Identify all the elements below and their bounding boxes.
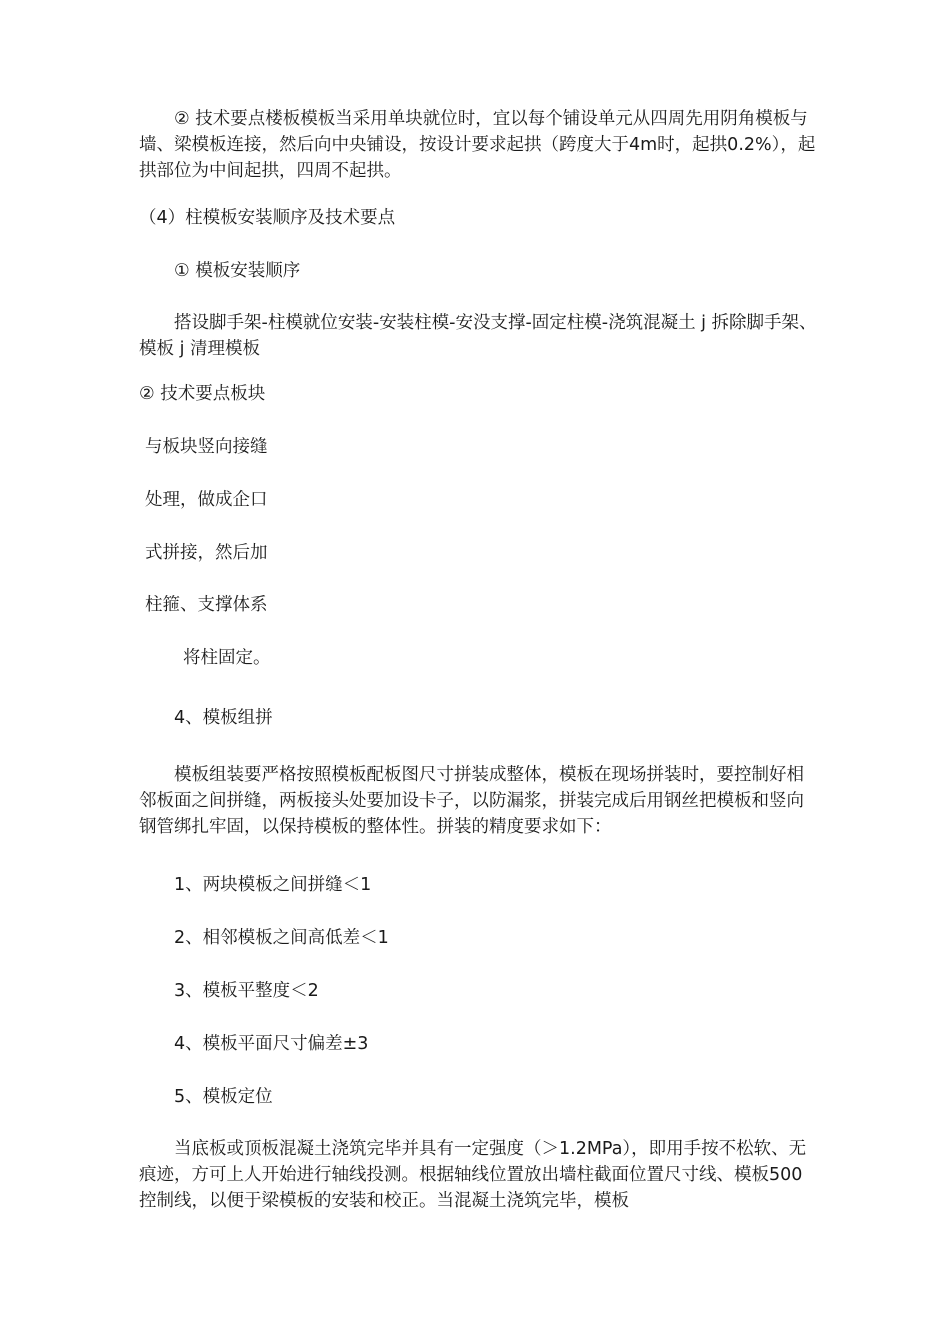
text-line-splice: 式拼接，然后加 [145,543,268,563]
text-line-fix-column: 将柱固定。 [183,648,271,668]
heading-column-formwork: （4）柱模板安装顺序及技术要点 [139,208,396,228]
subheading-column-key-points: ② 技术要点板块 [139,384,266,404]
list-item-height-difference: 2、相邻模板之间高低差＜1 [174,928,389,948]
paragraph-positioning-details: 当底板或顶板混凝土浇筑完毕并具有一定强度（＞1.2MPa），即用手按不松软、无痕迹，方可上人开始进行轴线投测。根据轴线位置放出墙柱截面位置尺寸线、模板500控制线，以便于梁模板的安装和校正。当混凝土浇筑完毕，模板 [139,1139,807,1211]
text-line-joint: 与板块竖向接缝 [145,437,268,457]
text-line-column-hoop: 柱箍、支撑体系 [145,595,268,615]
subheading-install-sequence: ① 模板安装顺序 [174,261,301,281]
list-item-flatness: 3、模板平整度＜2 [174,981,319,1001]
paragraph-floor-formwork-key-points: ② 技术要点楼板模板当采用单块就位时，宜以每个铺设单元从四周先用阴角模板与墙、梁模板连接，然后向中央铺设，按设计要求起拱（跨度大于4m时，起拱0.2%），起拱部位为中间起拱，四周不起拱。 [139,109,816,181]
paragraph-install-steps: 搭设脚手架-柱模就位安装-安装柱模-安没支撑-固定柱模-浇筑混凝土 j 拆除脚手架、模板 j 清理模板 [139,313,817,359]
paragraph-assembly-requirements: 模板组装要严格按照模板配板图尺寸拼装成整体，模板在现场拼装时，要控制好相邻板面之间拼缝，两板接头处要加设卡子，以防漏浆，拼装完成后用钢丝把模板和竖向钢管绑扎牢固，以保持模板的整体性。拼装的精度要求如下： [139,765,804,837]
list-item-seam-tolerance: 1、两块模板之间拼缝＜1 [174,875,372,895]
text-line-tongue-groove: 处理，做成企口 [145,490,268,510]
list-item-dimension-deviation: 4、模板平面尺寸偏差±3 [174,1034,369,1054]
heading-formwork-assembly: 4、模板组拼 [174,708,273,728]
heading-formwork-positioning: 5、模板定位 [174,1087,273,1107]
